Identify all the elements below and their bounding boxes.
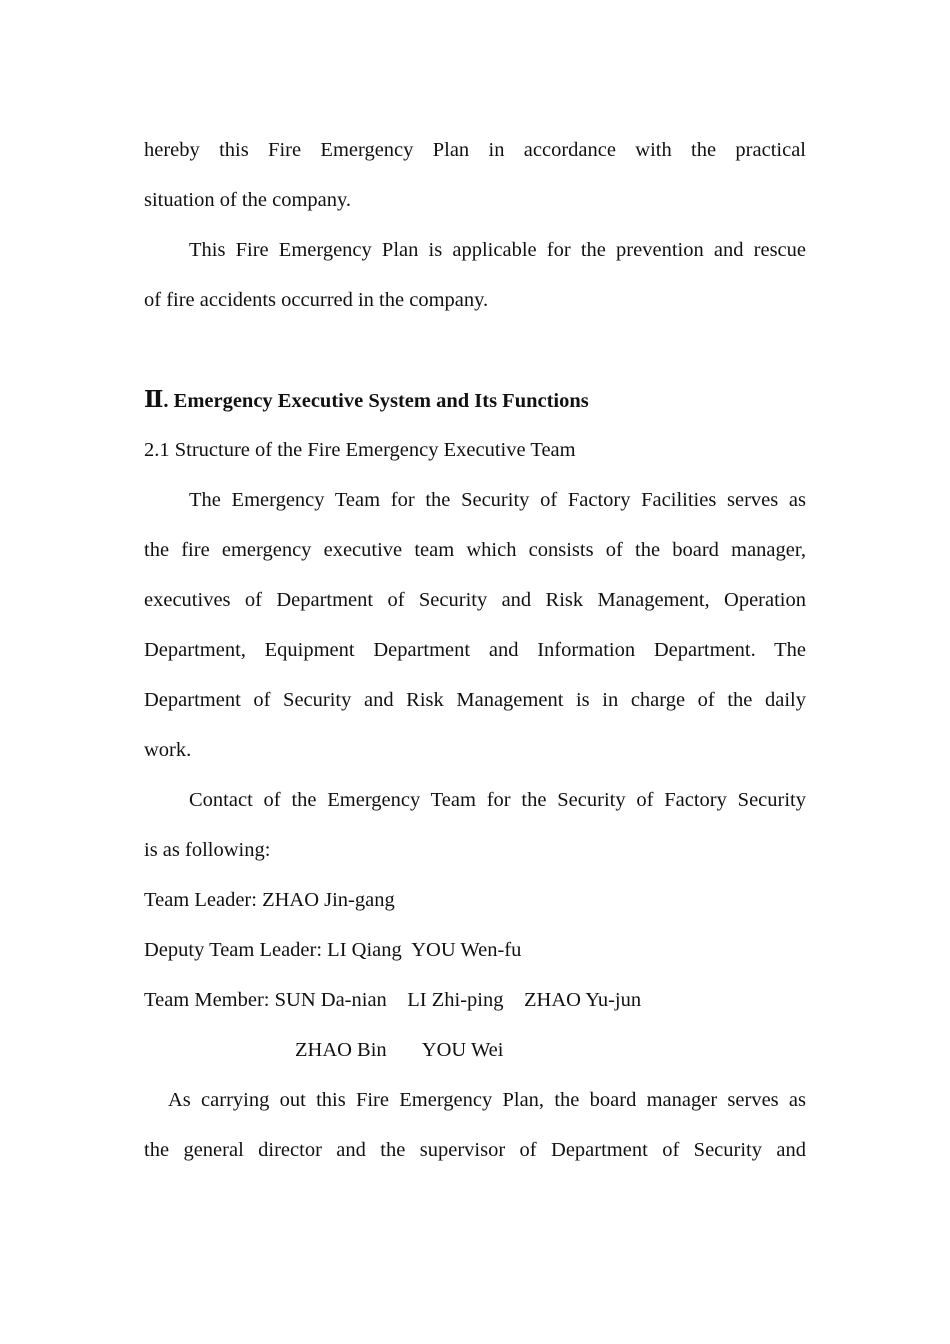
- text-line: situation of the company.: [144, 189, 352, 211]
- section-numeral: Ⅱ: [144, 387, 164, 412]
- text-line: This Fire Emergency Plan is applicable for the prevention and rescue: [189, 239, 806, 261]
- text-line: Contact of the Emergency Team for the Security of Factory Security: [189, 789, 806, 811]
- text-line: As carrying out this Fire Emergency Plan, the board manager serves as: [168, 1089, 806, 1111]
- text-line: hereby this Fire Emergency Plan in accordance with the practical: [144, 139, 806, 161]
- text-line: Department of Security and Risk Management is in charge of the daily: [144, 689, 806, 711]
- text-line: executives of Department of Security and Risk Management, Operation: [144, 589, 806, 611]
- text-line: The Emergency Team for the Security of Factory Facilities serves as: [189, 489, 806, 511]
- text-line: is as following:: [144, 839, 271, 861]
- team-members: Team Member: SUN Da-nian LI Zhi-ping ZHAO Yu-jun: [144, 989, 642, 1011]
- section-title: . Emergency Executive System and Its Functions: [163, 390, 589, 412]
- text-line: the general director and the supervisor of Department of Security and: [144, 1139, 806, 1161]
- subsection-heading: 2.1 Structure of the Fire Emergency Executive Team: [144, 439, 576, 461]
- deputy-team-leader: Deputy Team Leader: LI Qiang YOU Wen-fu: [144, 939, 522, 961]
- text-line: Department, Equipment Department and Information Department. The: [144, 639, 806, 661]
- text-line: the fire emergency executive team which consists of the board manager,: [144, 539, 806, 561]
- text-line: work.: [144, 739, 192, 761]
- team-members-continued: ZHAO Bin YOU Wei: [295, 1039, 504, 1061]
- document-page: [144, 125, 806, 1175]
- section-heading: [144, 375, 806, 425]
- team-leader: Team Leader: ZHAO Jin-gang: [144, 889, 395, 911]
- blank-line: [144, 325, 806, 375]
- text-line: of fire accidents occurred in the company.: [144, 289, 489, 311]
